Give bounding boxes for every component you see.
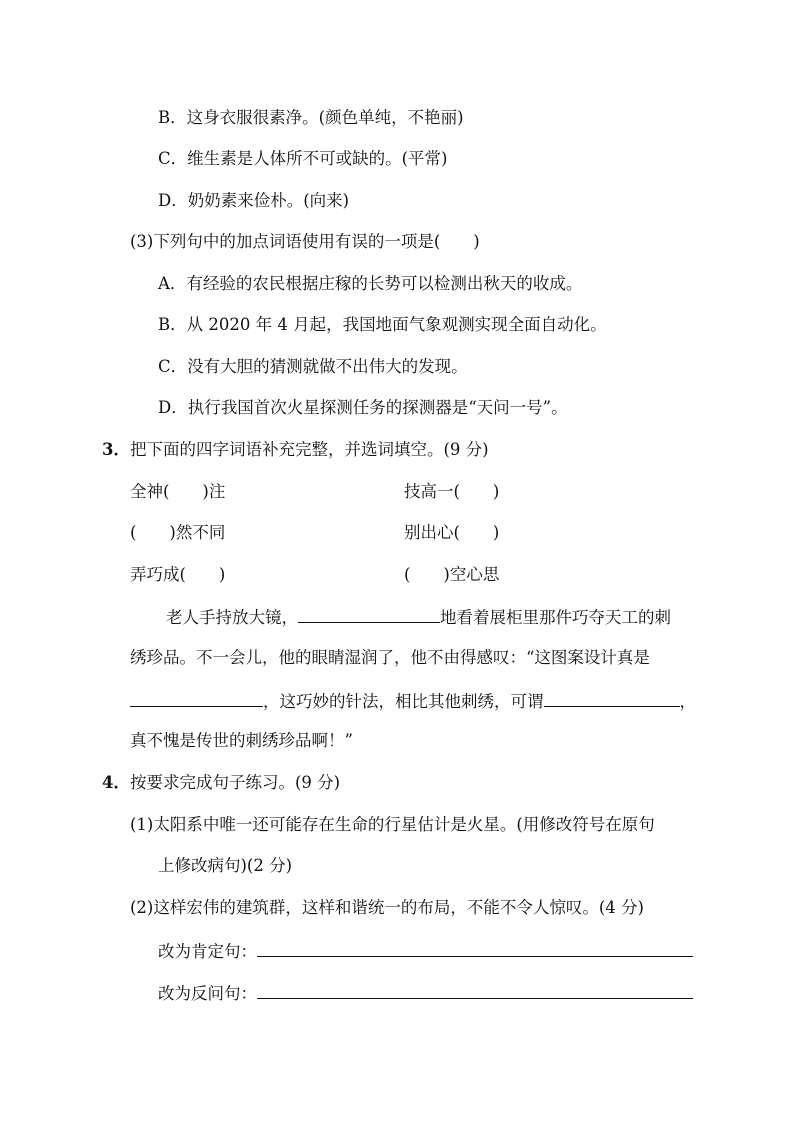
question-2-3-stem: (3)下列句中的加点词语使用有误的一项是( ) (130, 232, 480, 251)
option-c: C．没有大胆的猜测就做不出伟大的发现。 (158, 357, 468, 376)
question-4-1-continued: 上修改病句)(2 分) (158, 856, 293, 875)
question-4-2: (2)这样宏伟的建筑群，这样和谐统一的布局，不能不令人惊叹。(4 分) (130, 898, 644, 917)
passage-line (130, 688, 696, 714)
affirmative-answer-line (158, 938, 693, 964)
answer-blank[interactable] (544, 688, 680, 707)
option-d: D．执行我国首次火星探测任务的探测器是“天问一号”。 (158, 398, 568, 417)
question-3 (102, 438, 489, 462)
answer-blank[interactable] (257, 938, 693, 957)
answer-blank[interactable] (257, 980, 693, 999)
passage-text: 地看着展柜里那件巧夺天工的刺 (440, 608, 671, 627)
affirmative-label: 改为肯定句： (158, 942, 257, 961)
passage-text: 老人手持放大镜， (166, 608, 298, 627)
idiom-fill: ( )空心思 (404, 565, 500, 584)
passage-text: ，这巧妙的针法，相比其他刺绣，可谓 (263, 692, 544, 711)
rhetorical-label: 改为反问句： (158, 984, 257, 1003)
passage-text: ， (679, 692, 696, 711)
option-c: C．维生素是人体所不可或缺的。(平常) (158, 149, 448, 168)
question-number: 4． (102, 773, 130, 792)
question-stem: 把下面的四字词语补充完整，并选词填空。(9 分) (129, 440, 489, 459)
question-stem: 按要求完成句子练习。(9 分) (129, 773, 341, 792)
question-number: 3． (102, 440, 130, 459)
idiom-fill: 别出心( ) (404, 523, 500, 542)
passage-line (166, 604, 671, 630)
answer-blank[interactable] (298, 604, 440, 623)
idiom-fill: 全神( )注 (130, 482, 226, 501)
option-d: D．奶奶素来俭朴。(向来) (158, 191, 350, 210)
rhetorical-answer-line (158, 980, 693, 1006)
option-b: B．从 2020 年 4 月起，我国地面气象观测实现全面自动化。 (158, 315, 607, 334)
option-b: B．这身衣服很素净。(颜色单纯，不艳丽) (158, 108, 464, 127)
question-4-1: (1)太阳系中唯一还可能存在生命的行星估计是火星。(用修改符号在原句 (130, 815, 655, 834)
idiom-fill: ( )然不同 (130, 523, 226, 542)
idiom-fill: 技高一( ) (404, 482, 500, 501)
passage-line: 绣珍品。不一会儿，他的眼睛湿润了，他不由得感叹：“这图案设计真是 (130, 648, 650, 667)
passage-line: 真不愧是传世的刺绣珍品啊！” (130, 731, 353, 750)
option-a: A．有经验的农民根据庄稼的长势可以检测出秋天的收成。 (158, 274, 583, 293)
idiom-fill: 弄巧成( ) (130, 565, 226, 584)
question-4 (102, 771, 340, 795)
answer-blank[interactable] (130, 688, 263, 707)
